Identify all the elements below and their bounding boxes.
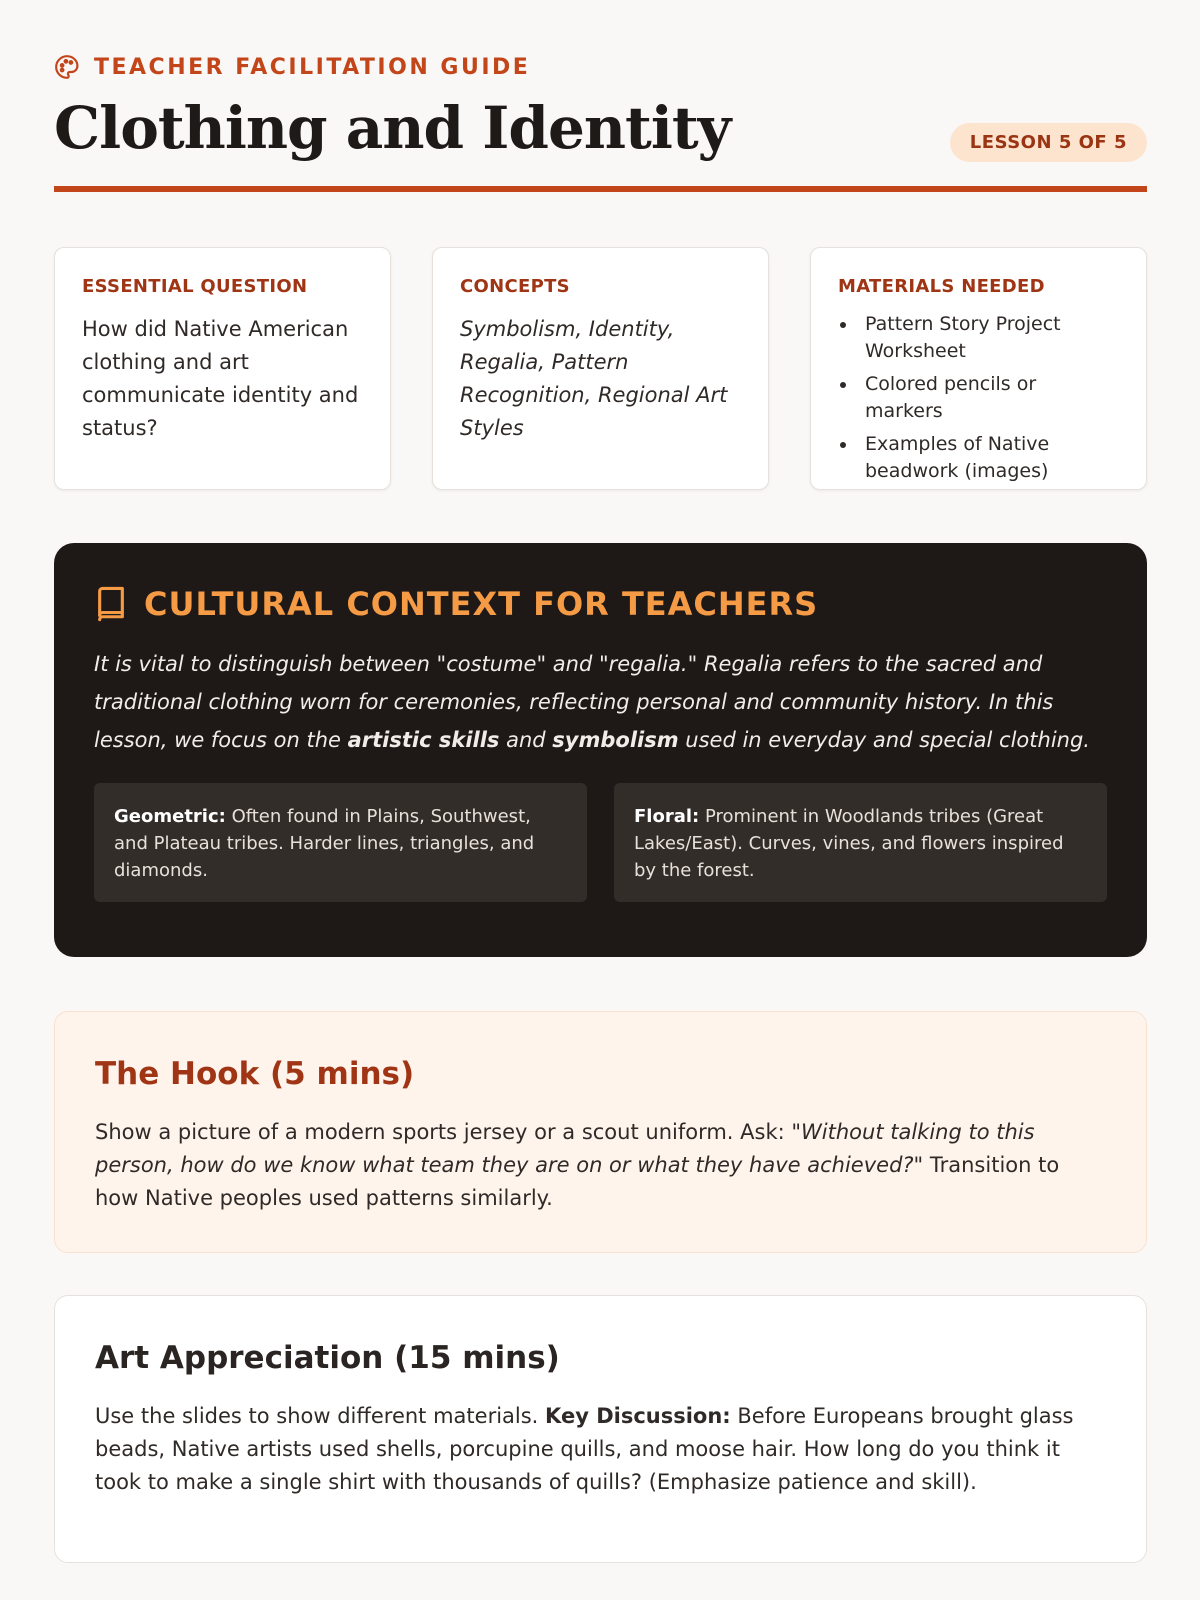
page-title: Clothing and Identity: [54, 94, 731, 162]
geometric-label: Geometric:: [114, 806, 226, 827]
materials-list: [838, 311, 1119, 485]
hook-section: [54, 1011, 1147, 1253]
concepts-card: [432, 247, 769, 490]
eyebrow-text: TEACHER FACILITATION GUIDE: [94, 54, 531, 80]
header-divider: [54, 186, 1147, 192]
floral-label: Floral:: [634, 806, 700, 827]
concepts-text: Symbolism, Identity, Regalia, Pattern Recognition, Regional Art Styles: [460, 317, 728, 440]
floral-text: Prominent in Woodlands tribes (Great Lakes/East). Curves, vines, and flowers inspired by the forest.: [634, 806, 1064, 881]
list-item: Examples of Native beadwork (images): [838, 431, 1119, 485]
list-item: Colored pencils or markers: [838, 371, 1119, 425]
list-item: Pattern Story Project Worksheet: [838, 311, 1119, 365]
hook-quote: "Without talking to this person, how do we know what team they are on or what they have achieved?": [95, 1120, 1035, 1177]
palette-icon: [54, 54, 80, 80]
pattern-styles: [94, 783, 1107, 902]
essential-question-label: ESSENTIAL QUESTION: [82, 276, 308, 297]
cultural-context-body: It is vital to distinguish between "costume" and "regalia." Regalia refers to the sacred and traditional clothing worn for ceremonies, reflecting personal and community history. In this lesson, we focus on the artistic skills and symbolism used in everyday and special clothing.: [94, 652, 1090, 752]
hook-text: Show a picture of a modern sports jersey or a scout uniform. Ask: "Without talking to this person, how do we know what team they are on or what they have achieved?" Transition to how Native peoples used patterns similarly.: [95, 1120, 1060, 1210]
essential-question-text: How did Native American clothing and art communicate identity and status?: [82, 317, 359, 440]
guide-eyebrow: [54, 54, 530, 80]
art-appreciation-title: Art Appreciation (15 mins): [95, 1340, 560, 1376]
essential-question-card: [54, 247, 391, 490]
art-appreciation-section: [54, 1295, 1147, 1563]
cultural-context-panel: [54, 543, 1147, 957]
floral-style-card: [614, 783, 1107, 902]
key-discussion-label: Key Discussion:: [545, 1404, 731, 1428]
geometric-style-card: [94, 783, 587, 902]
concepts-label: CONCEPTS: [460, 276, 570, 297]
book-icon: [94, 585, 128, 623]
materials-label: MATERIALS NEEDED: [838, 276, 1045, 297]
hook-title: The Hook (5 mins): [95, 1056, 415, 1092]
geometric-text: Often found in Plains, Southwest, and Plateau tribes. Harder lines, triangles, and diamonds.: [114, 806, 535, 881]
art-appreciation-text: Use the slides to show different materials. Key Discussion: Before Europeans brought glass beads, Native artists used shells, porcupine quills, and moose hair. How long do you think it took to make a single shirt with thousands of quills? (Emphasize patience and skill).: [95, 1404, 1074, 1494]
cultural-context-title: CULTURAL CONTEXT FOR TEACHERS: [144, 585, 819, 623]
lesson-badge: LESSON 5 OF 5: [950, 123, 1147, 162]
cultural-context-header: [94, 585, 1107, 623]
materials-card: [810, 247, 1147, 490]
